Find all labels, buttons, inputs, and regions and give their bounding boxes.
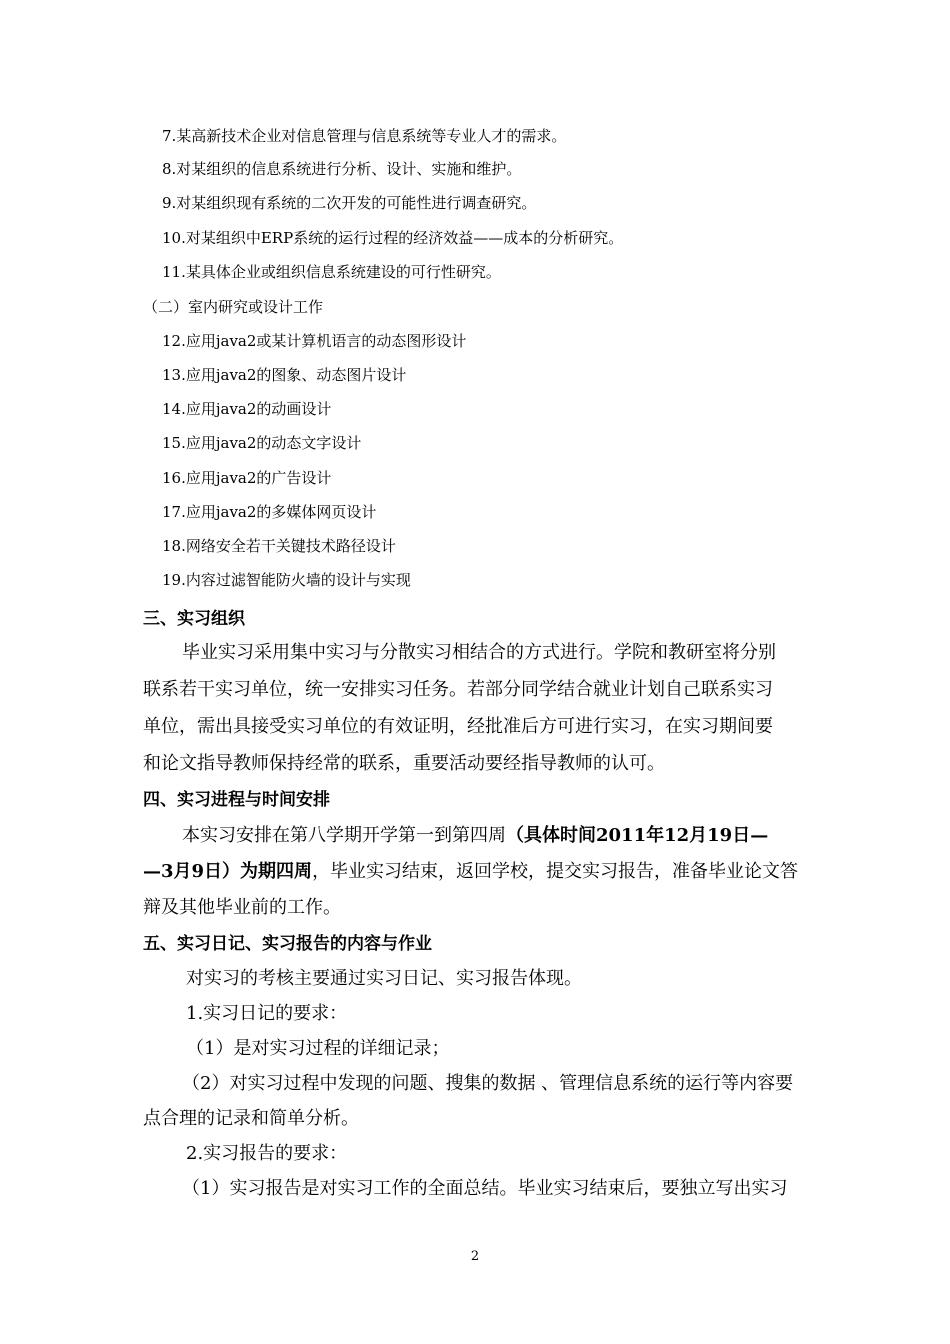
section-5-intro: 对实习的考核主要通过实习日记、实习报告体现。 xyxy=(186,968,582,989)
design-item-15: 15.应用java2的动态文字设计 xyxy=(162,434,362,452)
section-3-line-2: 联系若干实习单位，统一安排实习任务。若部分同学结合就业计划自己联系实习 xyxy=(143,679,773,700)
section-4-heading: 四、实习进程与时间安排 xyxy=(143,790,330,810)
section-4-line-1-normal: 本实习安排在第八学期开学第一到第四周 xyxy=(182,825,506,846)
section-5-req-2-a: （1）实习报告是对实习工作的全面总结。毕业实习结束后，要独立写出实习 xyxy=(182,1178,788,1199)
section-4-line-1 xyxy=(182,821,768,847)
section-5-req-1-b-line-1: （2）对实习过程中发现的问题、搜集的数据 、管理信息系统的运行等内容要 xyxy=(182,1073,794,1094)
section-4-line-1-bold: （具体时间2011年12月19日— xyxy=(506,825,769,846)
section-5-heading: 五、实习日记、实习报告的内容与作业 xyxy=(143,934,432,954)
design-item-12: 12.应用java2或某计算机语言的动态图形设计 xyxy=(162,332,467,350)
page-number: 2 xyxy=(470,1249,480,1264)
list-item-10: 10.对某组织中ERP系统的运行过程的经济效益——成本的分析研究。 xyxy=(162,229,624,247)
section-5-req-1-a: （1）是对实习过程的详细记录； xyxy=(186,1038,450,1059)
design-item-18: 18.网络安全若干关键技术路径设计 xyxy=(162,537,396,555)
section-4-line-2-bold: —3月9日）为期四周 xyxy=(143,861,313,882)
section-5-req-2: 2.实习报告的要求： xyxy=(186,1143,348,1164)
list-item-7: 7.某高新技术企业对信息管理与信息系统等专业人才的需求。 xyxy=(162,127,567,145)
section-3-heading: 三、实习组织 xyxy=(143,609,245,629)
design-item-19: 19.内容过滤智能防火墙的设计与实现 xyxy=(162,571,411,589)
section-5-req-1-b-line-2: 点合理的记录和简单分析。 xyxy=(143,1108,359,1129)
section-4-line-2 xyxy=(143,857,798,883)
section-3-line-4: 和论文指导教师保持经常的联系，重要活动要经指导教师的认可。 xyxy=(143,753,665,774)
design-item-16: 16.应用java2的广告设计 xyxy=(162,469,332,487)
section-3-line-1: 毕业实习采用集中实习与分散实习相结合的方式进行。学院和教研室将分别 xyxy=(182,642,776,663)
section-3-line-3: 单位，需出具接受实习单位的有效证明，经批准后方可进行实习，在实习期间要 xyxy=(143,716,773,737)
subsection-heading: （二）室内研究或设计工作 xyxy=(143,298,324,316)
section-4-line-2-normal: ，毕业实习结束，返回学校，提交实习报告，准备毕业论文答 xyxy=(312,861,799,882)
design-item-14: 14.应用java2的动画设计 xyxy=(162,400,332,418)
section-5-req-1: 1.实习日记的要求： xyxy=(186,1003,348,1024)
section-4-line-3: 辩及其他毕业前的工作。 xyxy=(143,897,341,918)
list-item-9: 9.对某组织现有系统的二次开发的可能性进行调查研究。 xyxy=(162,194,537,212)
list-item-8: 8.对某组织的信息系统进行分析、设计、实施和维护。 xyxy=(162,160,522,178)
design-item-13: 13.应用java2的图象、动态图片设计 xyxy=(162,366,407,384)
design-item-17: 17.应用java2的多媒体网页设计 xyxy=(162,503,377,521)
list-item-11: 11.某具体企业或组织信息系统建设的可行性研究。 xyxy=(162,263,501,281)
